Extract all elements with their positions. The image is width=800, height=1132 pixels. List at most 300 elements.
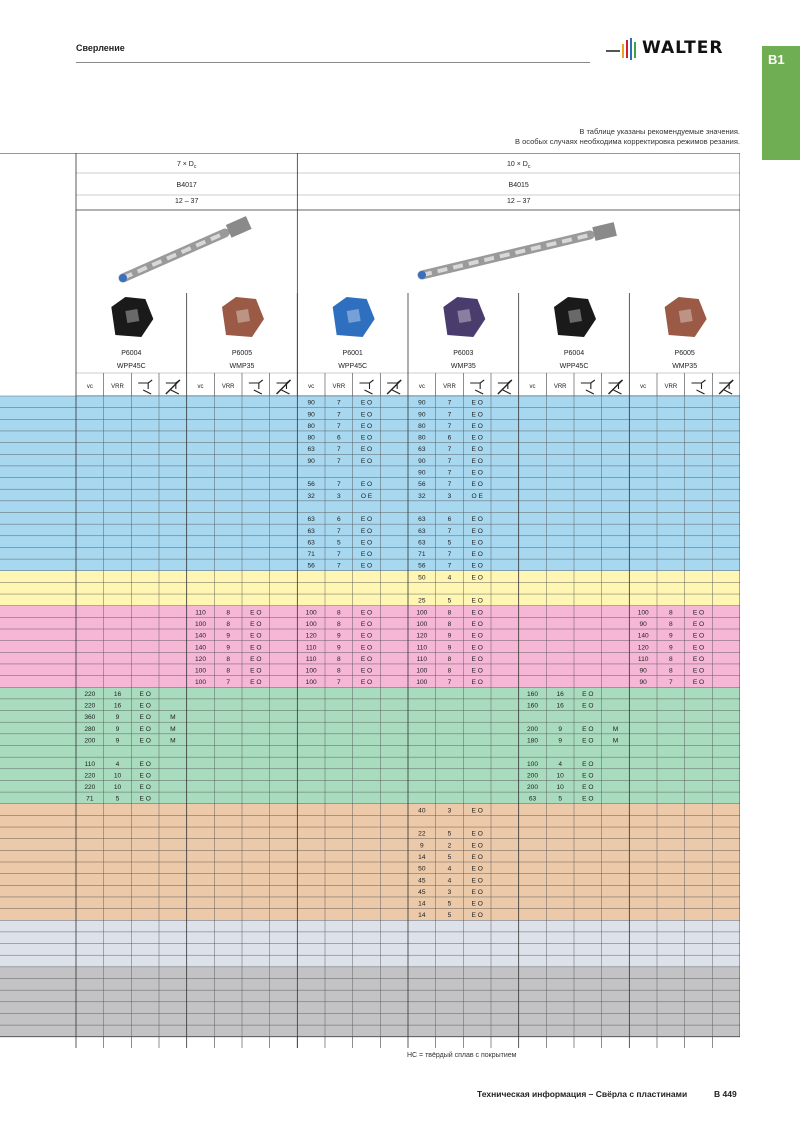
vc-value: 90 [639, 620, 647, 628]
vc-value: 90 [639, 667, 647, 675]
vc-value: 160 [526, 702, 539, 710]
insert-image-p6003-icon [443, 297, 485, 337]
dry-cut-icon [498, 380, 512, 394]
vc-value: 80 [418, 422, 426, 430]
vc-value: 63 [528, 795, 537, 803]
vc-value: 100 [416, 667, 428, 675]
vc-value: 63 [418, 516, 426, 524]
vrr-value: 16 [113, 702, 122, 710]
vc-value: 56 [307, 562, 315, 570]
vc-value: 63 [307, 446, 315, 454]
vc-value: 80 [307, 422, 315, 430]
vrr-value: 7 [336, 679, 341, 687]
insert-code: P6004 [563, 350, 585, 357]
insert-image-p6004-icon [554, 297, 596, 337]
suitability-value: E O [471, 679, 483, 687]
suitability-value: E O [360, 516, 373, 524]
vrr-value: 3 [336, 492, 341, 500]
vc-value: 100 [526, 760, 539, 768]
logo-bars-icon [606, 38, 640, 60]
suitability-value: E O [471, 842, 483, 850]
vrr-value: 16 [556, 702, 564, 710]
note-line-1: В таблице указаны рекомендуемые значения. [579, 127, 740, 136]
vrr-value: 7 [336, 399, 341, 407]
vc-value: 14 [418, 853, 426, 861]
vc-value: 120 [305, 632, 317, 640]
vrr-value: 6 [336, 434, 341, 442]
vc-value: 45 [418, 888, 426, 896]
dry-cut-icon [609, 380, 623, 394]
vrr-value: 7 [447, 399, 452, 407]
vrr-value: 4 [447, 865, 452, 873]
insert-code: P6001 [342, 350, 363, 357]
suitability-value: O E [471, 492, 483, 500]
vrr-value: 8 [668, 667, 673, 675]
group-ratio: $7 \times D_c$ [176, 161, 197, 170]
chapter-tab[interactable] [762, 46, 800, 160]
vc-value: 63 [418, 527, 426, 535]
vc-value: 100 [416, 679, 428, 687]
vc-value: 100 [194, 679, 207, 687]
suitability-value: E O [471, 877, 483, 885]
vc-value: 110 [195, 609, 206, 617]
vrr-value: 4 [447, 574, 452, 582]
suitability-value: O E [360, 492, 373, 500]
vrr-value: 7 [336, 562, 341, 570]
suitability-value: E O [471, 539, 483, 547]
vc-value: 90 [418, 457, 426, 465]
coolant-icon [470, 380, 484, 394]
vc-value: 110 [416, 644, 428, 652]
dry-cut-icon [277, 380, 291, 394]
subheader-vrr: VRR [664, 384, 678, 390]
vc-value: 360 [84, 714, 96, 722]
suitability-value: E O [582, 702, 594, 710]
vrr-value: 9 [115, 725, 120, 733]
vc-value: 110 [637, 655, 649, 663]
grade-flag: M [170, 737, 176, 745]
suitability-value: E O [360, 667, 373, 675]
vrr-value: 6 [447, 434, 452, 442]
vrr-value: 9 [115, 714, 120, 722]
vc-value: 100 [305, 679, 317, 687]
vrr-value: 8 [447, 667, 452, 675]
dry-cut-icon [387, 380, 401, 394]
suitability-value: E O [471, 411, 483, 419]
subheader-vc: vc [308, 384, 315, 390]
vc-value: 71 [86, 795, 94, 803]
subheader-vc: vc [529, 384, 536, 390]
suitability-value: E O [471, 551, 483, 559]
section-title: Сверление [76, 43, 125, 53]
insert-code: P6005 [231, 350, 253, 357]
vrr-value: 8 [447, 655, 452, 663]
suitability-value: E O [360, 655, 373, 663]
header-rule [76, 62, 590, 63]
vrr-value: 8 [336, 655, 341, 663]
vrr-value: 5 [447, 900, 452, 908]
vrr-value: 8 [668, 620, 673, 628]
suitability-value: E O [471, 399, 483, 407]
vc-value: 100 [194, 667, 207, 675]
vc-value: 71 [307, 551, 315, 559]
vc-value: 71 [418, 551, 426, 559]
vrr-value: 7 [336, 527, 341, 535]
drill-image-7xd-icon [119, 223, 249, 282]
suitability-value: E O [471, 434, 483, 442]
vc-value: 200 [526, 725, 539, 733]
vc-value: 56 [307, 481, 315, 489]
suitability-value: E O [250, 667, 262, 675]
subheader-vc: vc [197, 384, 204, 390]
vc-value: 90 [307, 457, 315, 465]
suitability-value: E O [692, 644, 705, 652]
vc-value: 90 [307, 399, 315, 407]
suitability-value: E O [471, 865, 483, 873]
footer-title: Техническая информация – Свёрла с пластинами [477, 1089, 688, 1099]
insert-image-p6005-icon [665, 297, 707, 337]
coolant-icon [138, 380, 152, 394]
insert-grade: WMP35 [672, 363, 698, 370]
vc-value: 100 [194, 620, 207, 628]
vc-value: 200 [526, 784, 539, 792]
vrr-value: 7 [336, 411, 341, 419]
vrr-value: 8 [336, 609, 341, 617]
suitability-value: E O [692, 620, 705, 628]
suitability-value: E O [360, 679, 373, 687]
vc-value: 120 [637, 644, 649, 652]
vrr-value: 9 [558, 725, 563, 733]
suitability-value: E O [471, 422, 483, 430]
vrr-value: 10 [556, 772, 564, 780]
vrr-value: 7 [447, 446, 452, 454]
vc-value: 40 [418, 807, 426, 815]
vrr-value: 9 [668, 644, 673, 652]
vrr-value: 7 [336, 551, 341, 559]
subheader-vc: vc [418, 384, 425, 390]
drill-type: B4017 [176, 182, 197, 189]
vc-value: 120 [194, 655, 207, 663]
coolant-icon [360, 380, 374, 394]
vc-value: 80 [418, 434, 426, 442]
vc-value: 56 [418, 481, 426, 489]
subheader-vc: vc [640, 384, 647, 390]
logo-text: WALTER [642, 38, 724, 58]
subheader-vrr: VRR [443, 384, 456, 390]
vc-value: 9 [419, 842, 424, 850]
vrr-value: 3 [447, 888, 452, 896]
suitability-value: E O [582, 795, 594, 803]
vrr-value: 9 [226, 644, 231, 652]
vrr-value: 9 [558, 737, 563, 745]
suitability-value: E O [360, 632, 373, 640]
suitability-value: E O [360, 457, 373, 465]
vrr-value: 16 [113, 690, 122, 698]
suitability-value: E O [360, 399, 373, 407]
suitability-value: E O [471, 457, 483, 465]
vc-value: 90 [307, 411, 315, 419]
suitability-value: E O [471, 655, 483, 663]
vc-value: 100 [416, 620, 428, 628]
vc-value: 50 [418, 865, 426, 873]
vc-value: 140 [637, 632, 649, 640]
coolant-icon [692, 380, 706, 394]
vrr-value: 8 [226, 620, 231, 628]
suitability-value: E O [471, 912, 483, 920]
suitability-value: E O [471, 644, 483, 652]
insert-grade: WMP35 [229, 363, 255, 370]
subheader-vrr: VRR [221, 384, 235, 390]
suitability-value: E O [582, 772, 594, 780]
suitability-value: E O [582, 690, 594, 698]
suitability-value: E O [360, 562, 373, 570]
suitability-value: E O [471, 481, 483, 489]
suitability-value: E O [360, 434, 373, 442]
insert-grade: WPP45C [559, 363, 589, 370]
insert-grade: WPP45C [338, 363, 368, 370]
vc-value: 45 [418, 877, 426, 885]
vc-value: 110 [305, 644, 317, 652]
suitability-value: E O [360, 609, 373, 617]
vrr-value: 7 [668, 679, 673, 687]
vc-value: 32 [307, 492, 315, 500]
vc-value: 56 [418, 562, 426, 570]
suitability-value: E O [582, 737, 594, 745]
vc-value: 90 [418, 411, 426, 419]
vrr-value: 7 [447, 411, 452, 419]
suitability-value: E O [250, 609, 262, 617]
vc-value: 63 [418, 539, 426, 547]
vc-value: 110 [416, 655, 428, 663]
suitability-value: E O [360, 551, 373, 559]
recommendation-note [515, 127, 740, 147]
suitability-value: E O [139, 772, 151, 780]
vc-value: 110 [305, 655, 317, 663]
vc-value: 63 [307, 516, 315, 524]
insert-image-p6005-icon [222, 297, 264, 337]
vrr-value: 5 [558, 795, 563, 803]
suitability-value: E O [471, 888, 483, 896]
suitability-value: E O [471, 900, 483, 908]
vc-value: 140 [194, 644, 207, 652]
vrr-value: 6 [336, 516, 341, 524]
diameter-range: 12 – 37 [174, 198, 199, 205]
vrr-value: 5 [336, 539, 341, 547]
vc-value: 220 [84, 702, 96, 710]
vrr-value: 9 [226, 632, 231, 640]
insert-grade: WMP35 [450, 363, 476, 370]
suitability-value: E O [471, 597, 483, 605]
vrr-value: 5 [447, 597, 452, 605]
vrr-value: 7 [226, 679, 231, 687]
vrr-value: 9 [447, 644, 452, 652]
vrr-value: 5 [447, 853, 452, 861]
suitability-value: E O [582, 784, 594, 792]
vc-value: 100 [305, 620, 317, 628]
vc-value: 25 [418, 597, 426, 605]
vc-value: 220 [84, 784, 96, 792]
drill-type: B4015 [508, 182, 529, 189]
subheader-vc: vc [86, 384, 93, 390]
suitability-value: E O [360, 411, 373, 419]
suitability-value: E O [139, 795, 151, 803]
suitability-value: E O [582, 760, 594, 768]
suitability-value: E O [360, 446, 373, 454]
vrr-value: 7 [336, 481, 341, 489]
grade-flag: M [612, 725, 619, 733]
vrr-value: 8 [447, 609, 452, 617]
vrr-value: 7 [447, 481, 452, 489]
vc-value: 280 [84, 725, 96, 733]
suitability-value: E O [471, 853, 483, 861]
suitability-value: E O [692, 632, 705, 640]
subheader-vrr: VRR [332, 384, 346, 390]
drill-image-10xd-icon [418, 229, 615, 279]
vc-value: 220 [84, 690, 96, 698]
vc-value: 220 [84, 772, 96, 780]
vrr-value: 16 [556, 690, 564, 698]
suitability-value: E O [360, 527, 373, 535]
vrr-value: 9 [336, 644, 341, 652]
vc-value: 100 [416, 609, 428, 617]
vrr-value: 2 [447, 842, 452, 850]
suitability-value: E O [250, 644, 262, 652]
vrr-value: 8 [226, 655, 231, 663]
vc-value: 90 [418, 469, 426, 477]
vrr-value: 7 [447, 469, 452, 477]
vrr-value: 7 [336, 446, 341, 454]
suitability-value: E O [139, 760, 151, 768]
vrr-value: 8 [336, 620, 341, 628]
vrr-value: 7 [447, 562, 452, 570]
vrr-value: 10 [113, 772, 122, 780]
suitability-value: E O [139, 702, 151, 710]
vrr-value: 7 [336, 457, 341, 465]
insert-code: P6004 [121, 350, 142, 357]
suitability-value: E O [250, 655, 262, 663]
vc-value: 32 [418, 492, 426, 500]
vrr-value: 4 [558, 760, 563, 768]
vrr-value: 8 [668, 655, 673, 663]
suitability-value: E O [471, 807, 483, 815]
group-ratio: $10 \times D_c$ [507, 161, 531, 170]
vrr-value: 6 [447, 516, 452, 524]
suitability-value: E O [582, 725, 594, 733]
vc-value: 200 [84, 737, 96, 745]
vc-value: 14 [418, 900, 426, 908]
subheader-vrr: VRR [553, 384, 567, 390]
dry-cut-icon [719, 380, 733, 394]
suitability-value: E O [471, 667, 483, 675]
suitability-value: E O [139, 725, 151, 733]
suitability-value: E O [692, 609, 705, 617]
suitability-value: E O [250, 620, 262, 628]
vrr-value: 8 [336, 667, 341, 675]
chapter-tab-label: B1 [768, 52, 785, 67]
vrr-value: 9 [668, 632, 673, 640]
vrr-value: 3 [447, 807, 452, 815]
suitability-value: E O [139, 714, 151, 722]
suitability-value: E O [471, 446, 483, 454]
vc-value: 90 [418, 399, 426, 407]
suitability-value: E O [139, 737, 151, 745]
suitability-value: E O [139, 784, 151, 792]
vc-value: 63 [307, 539, 315, 547]
vc-value: 63 [307, 527, 315, 535]
vrr-value: 5 [447, 912, 452, 920]
coolant-icon [581, 380, 595, 394]
suitability-value: E O [360, 481, 373, 489]
vc-value: 50 [418, 574, 426, 582]
vrr-value: 3 [447, 492, 452, 500]
vc-value: 22 [418, 830, 426, 838]
suitability-value: E O [250, 679, 262, 687]
vrr-value: 8 [668, 609, 673, 617]
vc-value: 140 [194, 632, 207, 640]
vc-value: 63 [418, 446, 426, 454]
suitability-value: E O [471, 562, 483, 570]
suitability-value: E O [471, 469, 483, 477]
vrr-value: 9 [447, 632, 452, 640]
vrr-value: 10 [113, 784, 122, 792]
vrr-value: 7 [336, 422, 341, 430]
vrr-value: 10 [556, 784, 564, 792]
vrr-value: 7 [447, 422, 452, 430]
suitability-value: E O [471, 527, 483, 535]
suitability-value: E O [471, 620, 483, 628]
vrr-value: 7 [447, 527, 452, 535]
footnote-hc: HC = твёрдый сплав с покрытием [407, 1052, 517, 1059]
coolant-icon [249, 380, 263, 394]
insert-image-p6001-icon [333, 297, 375, 337]
diameter-range: 12 – 37 [506, 198, 531, 205]
suitability-value: E O [471, 830, 483, 838]
suitability-value: E O [471, 632, 483, 640]
vrr-value: 9 [336, 632, 341, 640]
insert-code: P6005 [674, 350, 695, 357]
vc-value: 100 [305, 609, 317, 617]
suitability-value: E O [692, 655, 705, 663]
vrr-value: 5 [447, 539, 452, 547]
vrr-value: 8 [226, 667, 231, 675]
insert-image-p6004-icon [111, 297, 153, 337]
note-line-2: В особых случаях необходима корректировка режимов резания. [514, 137, 740, 146]
vrr-value: 8 [447, 620, 452, 628]
suitability-value: E O [360, 539, 373, 547]
suitability-value: E O [471, 516, 483, 524]
vrr-value: 9 [115, 737, 120, 745]
suitability-value: E O [471, 609, 483, 617]
vrr-value: 5 [447, 830, 452, 838]
vrr-value: 4 [447, 877, 452, 885]
vc-value: 100 [305, 667, 317, 675]
suitability-value: E O [139, 690, 151, 698]
cutting-data-table [0, 153, 740, 1048]
vrr-value: 7 [447, 679, 452, 687]
suitability-value: E O [692, 667, 705, 675]
grade-flag: M [170, 725, 176, 733]
vc-value: 14 [418, 912, 426, 920]
vc-value: 110 [84, 760, 96, 768]
insert-grade: WPP45C [116, 363, 146, 370]
page-number: B 449 [714, 1089, 737, 1099]
vrr-value: 4 [115, 760, 120, 768]
dry-cut-icon [166, 380, 180, 394]
suitability-value: E O [692, 679, 705, 687]
suitability-value: E O [360, 620, 373, 628]
vrr-value: 8 [226, 609, 231, 617]
suitability-value: E O [360, 644, 373, 652]
